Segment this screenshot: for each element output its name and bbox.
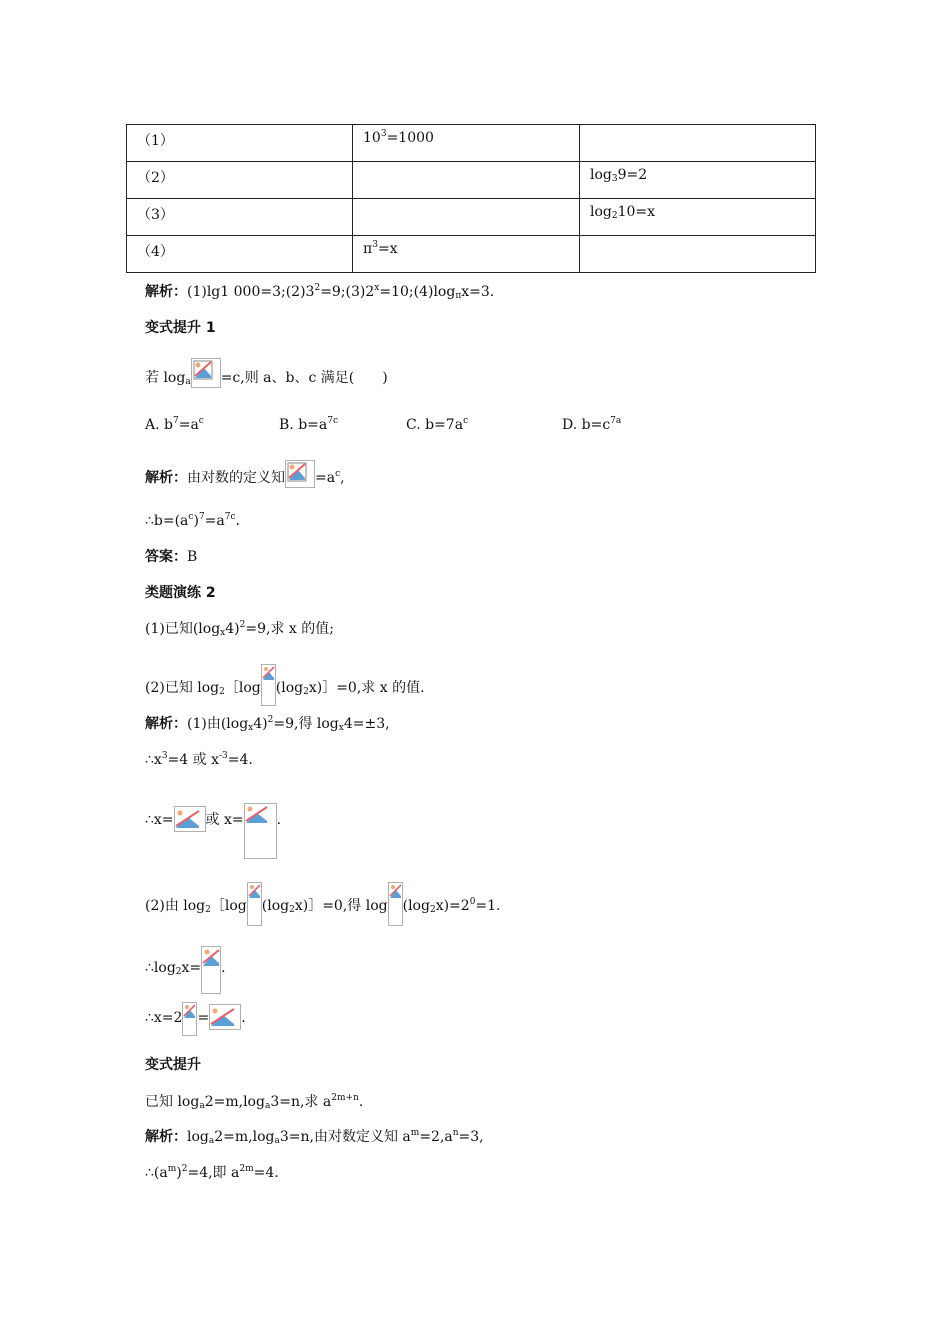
cell-text: 10=x (617, 204, 656, 220)
sup: c (188, 512, 194, 522)
analysis-label: 解析： (145, 470, 187, 486)
sup: m (167, 1164, 177, 1174)
practice2-q2 (145, 664, 425, 706)
sup: 2 (181, 1164, 188, 1174)
text: =3, (458, 1129, 484, 1145)
sup: 3 (161, 751, 168, 761)
table-cell (127, 199, 353, 236)
text: 2=m,log (214, 1129, 275, 1145)
text: =1. (475, 898, 501, 914)
cell-text: =1000 (386, 130, 434, 146)
row-number: （3） (137, 207, 174, 223)
variant1-analysis (145, 460, 345, 488)
sub: a (199, 1101, 205, 1111)
sub: 2 (205, 905, 211, 915)
sup: c (335, 469, 341, 479)
broken-image-icon (244, 803, 277, 859)
cell-text: 10 (363, 130, 381, 146)
text: ∴x= (145, 812, 174, 828)
text: A. b (145, 417, 173, 433)
row-number: （2） (137, 170, 174, 186)
row-number: （4） (137, 244, 174, 260)
variant1-therefore (145, 511, 240, 531)
table-cell (127, 162, 353, 199)
text: ∴x=2 (145, 1010, 183, 1026)
text: ［log (224, 680, 261, 696)
text: C. b=7a (406, 417, 464, 433)
sup: c (463, 416, 469, 426)
variant2-question (145, 1092, 363, 1112)
text: =c,则 a、b、c 满足( ) (220, 370, 388, 386)
text: =9,得 log (273, 716, 339, 732)
sub: a (185, 377, 191, 387)
sup: -3 (218, 751, 228, 761)
variant1-heading: 变式提升 1 (145, 320, 216, 336)
variant1-question (145, 358, 388, 388)
answer-label: 答案： (145, 549, 187, 565)
text: =4,即 a (187, 1165, 240, 1181)
table-cell (127, 125, 353, 162)
option-a (145, 415, 204, 435)
text: ) (176, 1165, 182, 1181)
text: (1)由(log (187, 716, 249, 732)
table-cell (127, 236, 353, 273)
table-cell (580, 125, 816, 162)
sub: 2 (289, 905, 295, 915)
broken-image-icon (388, 882, 403, 926)
text: (log (275, 680, 304, 696)
text: (1)已知(log (145, 621, 221, 637)
variant2-therefore (145, 1163, 279, 1183)
cell-text: log (590, 204, 612, 220)
text: ∴log (145, 960, 176, 976)
cell-sub: 2 (611, 211, 618, 221)
cell-sub: 3 (611, 174, 618, 184)
broken-image-icon (201, 946, 221, 994)
broken-image-icon (174, 806, 206, 832)
sub: a (208, 1136, 215, 1146)
text: . (358, 1094, 364, 1110)
table-cell (580, 162, 816, 199)
practice2-analysis4 (145, 882, 501, 926)
analysis-label: 解析： (145, 284, 187, 300)
option-d (562, 415, 621, 435)
table-cell (353, 236, 580, 273)
text: 2=m,log (204, 1094, 265, 1110)
text: ∴x (145, 752, 162, 768)
text: =4. (253, 1165, 279, 1181)
table-row (127, 199, 816, 236)
practice2-heading: 类题演练 2 (145, 585, 216, 601)
text: =4. (227, 752, 253, 768)
text: = (197, 1010, 210, 1026)
text: =a (178, 417, 199, 433)
variant2-heading: 变式提升 (145, 1057, 201, 1073)
text: =9;(3)2 (320, 284, 375, 300)
text: x)］=0,求 x 的值. (308, 680, 425, 696)
sup: n (452, 1128, 459, 1138)
text: =2,a (419, 1129, 453, 1145)
option-c (406, 415, 468, 435)
cell-sup: 3 (380, 129, 387, 139)
sub: 2 (219, 687, 225, 697)
practice2-analysis1 (145, 714, 390, 734)
text: =a (204, 513, 225, 529)
sup: 7c (327, 416, 339, 426)
practice2-analysis2 (145, 750, 253, 770)
text: 若 log (145, 370, 186, 386)
cell-text: π (363, 241, 373, 257)
text: (log (402, 898, 430, 914)
broken-image-icon (182, 1002, 197, 1036)
broken-image-icon (191, 358, 221, 388)
text: (1)lg1 000=3;(2)3 (187, 284, 315, 300)
text: (2)已知 log (145, 680, 220, 696)
sup: 2 (314, 283, 321, 293)
text: x=3. (461, 284, 495, 300)
cell-sup: 3 (372, 240, 378, 250)
text: . (241, 1010, 246, 1026)
text: 3=n,由对数定义知 a (279, 1129, 411, 1145)
text: D. b=c (562, 417, 611, 433)
sup: x (374, 283, 380, 293)
text: x)］=0,得 log (294, 898, 388, 914)
practice2-analysis6 (145, 1002, 246, 1036)
text: B. b=a (279, 417, 328, 433)
sup: 7c (224, 512, 236, 522)
sub: a (274, 1136, 280, 1146)
sup: m (410, 1128, 420, 1138)
text: log (187, 1129, 209, 1145)
text: ) (193, 513, 199, 529)
sup: 7 (198, 512, 205, 522)
conversion-table (126, 124, 816, 273)
sub: x (220, 628, 226, 638)
text: 4) (225, 621, 240, 637)
text: 由对数的定义知 (187, 470, 285, 486)
text: =10;(4)log (379, 284, 456, 300)
sub: x (338, 723, 344, 733)
table-row (127, 125, 816, 162)
sup: 0 (469, 897, 476, 907)
option-b (279, 415, 338, 435)
variant1-answer (145, 547, 197, 567)
sup: 2 (239, 620, 246, 630)
variant2-analysis (145, 1127, 484, 1147)
practice2-analysis5 (145, 946, 226, 994)
text: , (340, 470, 345, 486)
sup: 2m (239, 1164, 254, 1174)
text: x= (181, 960, 202, 976)
broken-image-icon (247, 882, 262, 926)
text: 或 x= (205, 812, 244, 828)
table-row (127, 162, 816, 199)
text: =a (315, 470, 336, 486)
broken-image-icon (285, 460, 315, 488)
sup: c (198, 416, 204, 426)
sup: 7 (172, 416, 179, 426)
sub: 2 (303, 687, 309, 697)
cell-text: 9=2 (617, 167, 648, 183)
cell-text: =x (377, 241, 398, 257)
text: ∴b=(a (145, 513, 189, 529)
table-cell (353, 125, 580, 162)
sub: 2 (429, 905, 436, 915)
text: =9,求 x 的值; (245, 621, 334, 637)
table-row (127, 236, 816, 273)
text: ∴(a (145, 1165, 168, 1181)
broken-image-icon (209, 1004, 241, 1030)
table-cell (580, 199, 816, 236)
text: 4=±3, (343, 716, 390, 732)
text: x)=2 (435, 898, 470, 914)
text: =4 或 x (167, 752, 219, 768)
sup: 2 (267, 715, 274, 725)
table-cell (353, 162, 580, 199)
sup: 7a (610, 416, 622, 426)
text: 3=n,求 a (270, 1094, 332, 1110)
table-cell (580, 236, 816, 273)
text: 已知 log (145, 1094, 200, 1110)
cell-text: log (590, 167, 612, 183)
text: ［log (210, 898, 247, 914)
analysis-label: 解析： (145, 1129, 187, 1145)
sup: 2m+n (331, 1093, 359, 1103)
answer-value: B (187, 549, 198, 565)
practice2-analysis3 (145, 803, 281, 859)
text: . (221, 960, 226, 976)
sub: a (264, 1101, 271, 1111)
practice2-q1 (145, 619, 334, 639)
sub: π (455, 291, 462, 301)
text: . (235, 513, 240, 529)
text: (2)由 log (145, 898, 206, 914)
analysis-label: 解析： (145, 716, 187, 732)
text: . (276, 812, 282, 828)
answer1-line (145, 282, 494, 302)
row-number: （1） (137, 133, 174, 149)
table-cell (353, 199, 580, 236)
sub: 2 (175, 967, 182, 977)
text: (log (261, 898, 290, 914)
sub: x (248, 723, 254, 733)
broken-image-icon (261, 664, 276, 706)
text: 4) (253, 716, 268, 732)
